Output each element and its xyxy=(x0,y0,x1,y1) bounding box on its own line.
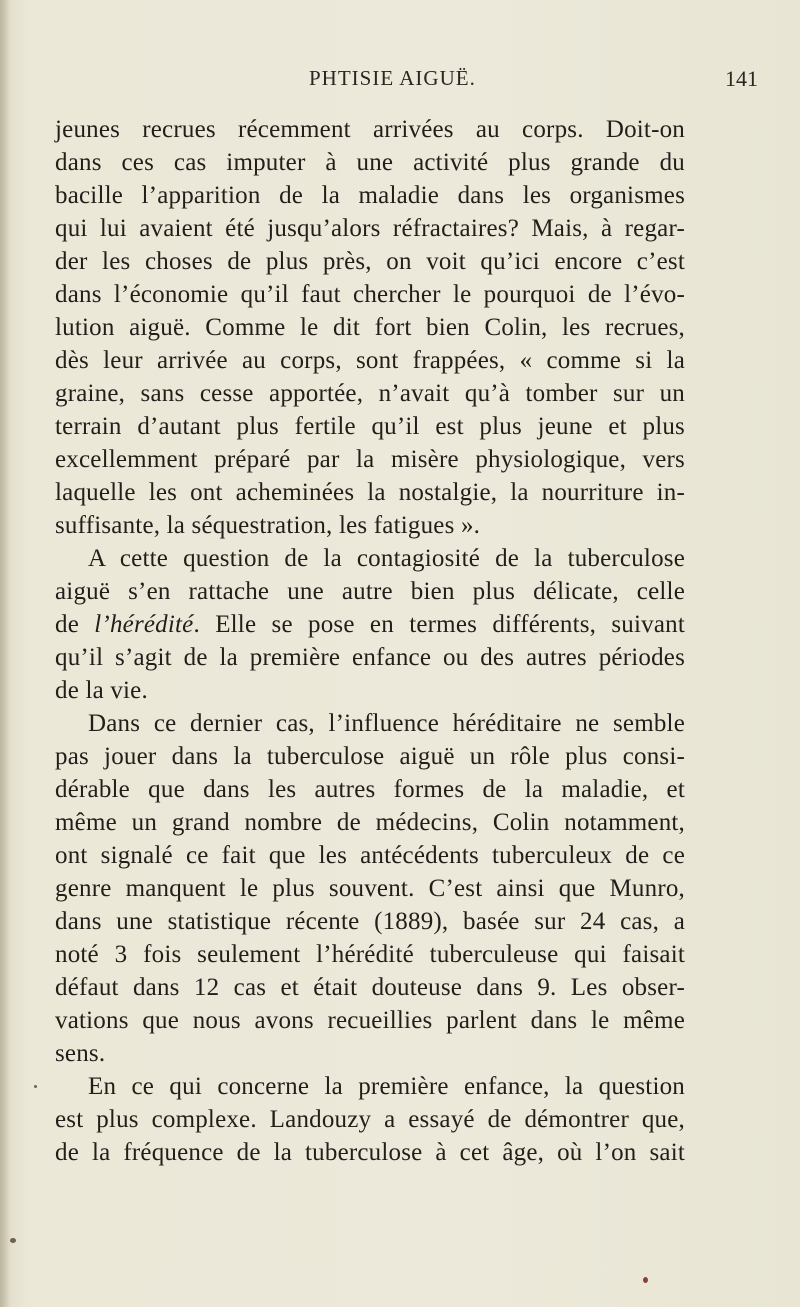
paragraph-start-line: Dans ce dernier cas, l’influence héréditaire ne semble xyxy=(88,710,685,737)
text-line: noté 3 fois seulement l’hérédité tuberculeuse qui faisait xyxy=(55,941,685,968)
text-line: dans une statistique récente (1889), basée sur 24 cas, a xyxy=(55,908,685,935)
paper-speck xyxy=(34,1085,37,1088)
text-line-with-emphasis xyxy=(55,608,685,641)
text-line: jeunes recrues récemment arrivées au corps. Doit-on xyxy=(55,116,685,143)
text-line: bacille l’apparition de la maladie dans les organismes xyxy=(55,182,685,209)
running-header xyxy=(0,66,800,96)
body-text xyxy=(55,113,685,1169)
text-line: qui lui avaient été jusqu’alors réfractaires? Mais, à regar- xyxy=(55,215,685,242)
text-segment: de xyxy=(55,611,95,638)
text-line: dérable que dans les autres formes de la maladie, et xyxy=(55,776,685,803)
text-line: défaut dans 12 cas et était douteuse dans 9. Les obser- xyxy=(55,974,685,1001)
text-line: aiguë s’en rattache une autre bien plus délicate, celle xyxy=(55,578,685,605)
binding-shadow xyxy=(0,0,10,1307)
text-line: pas jouer dans la tuberculose aiguë un rôle plus consi- xyxy=(55,743,685,770)
text-line: dans l’économie qu’il faut chercher le pourquoi de l’évo- xyxy=(55,281,685,308)
text-line: de la vie. xyxy=(55,677,148,704)
text-line: graine, sans cesse apportée, n’avait qu’à tomber sur un xyxy=(55,380,685,407)
text-line: genre manquent le plus souvent. C’est ainsi que Munro, xyxy=(55,875,685,902)
paragraph-start-line: A cette question de la contagiosité de la tuberculose xyxy=(88,545,685,572)
text-line: excellemment préparé par la misère physiologique, vers xyxy=(55,446,685,473)
paper-speck xyxy=(10,1238,16,1243)
text-line: lution aiguë. Comme le dit fort bien Colin, les recrues, xyxy=(55,314,685,341)
text-line: qu’il s’agit de la première enfance ou des autres périodes xyxy=(55,644,685,671)
paragraph-start-line: En ce qui concerne la première enfance, la question xyxy=(88,1073,685,1100)
emphasized-term: l’hérédité xyxy=(94,611,194,638)
text-line: ont signalé ce fait que les antécédents tuberculeux de ce xyxy=(55,842,685,869)
text-line: der les choses de plus près, on voit qu’ici encore c’est xyxy=(55,248,685,275)
text-line: dans ces cas imputer à une activité plus grande du xyxy=(55,149,685,176)
text-line: suffisante, la séquestration, les fatigues ». xyxy=(55,512,481,539)
text-line: sens. xyxy=(55,1040,106,1067)
text-line: terrain d’autant plus fertile qu’il est plus jeune et plus xyxy=(55,413,685,440)
page-number: 141 xyxy=(725,66,758,91)
text-line: laquelle les ont acheminées la nostalgie, la nourriture in- xyxy=(55,479,685,506)
text-line: même un grand nombre de médecins, Colin notamment, xyxy=(55,809,685,836)
text-line: vations que nous avons recueillies parlent dans le même xyxy=(55,1007,685,1034)
text-line: de la fréquence de la tuberculose à cet âge, où l’on sait xyxy=(55,1139,685,1166)
text-line: est plus complexe. Landouzy a essayé de démontrer que, xyxy=(55,1106,685,1133)
running-title: PHTISIE AIGUË. xyxy=(309,66,476,90)
paper-speck xyxy=(643,1277,648,1283)
text-segment: . Elle se pose en termes différents, suivant xyxy=(193,611,685,638)
text-line: dès leur arrivée au corps, sont frappées, « comme si la xyxy=(55,347,685,374)
